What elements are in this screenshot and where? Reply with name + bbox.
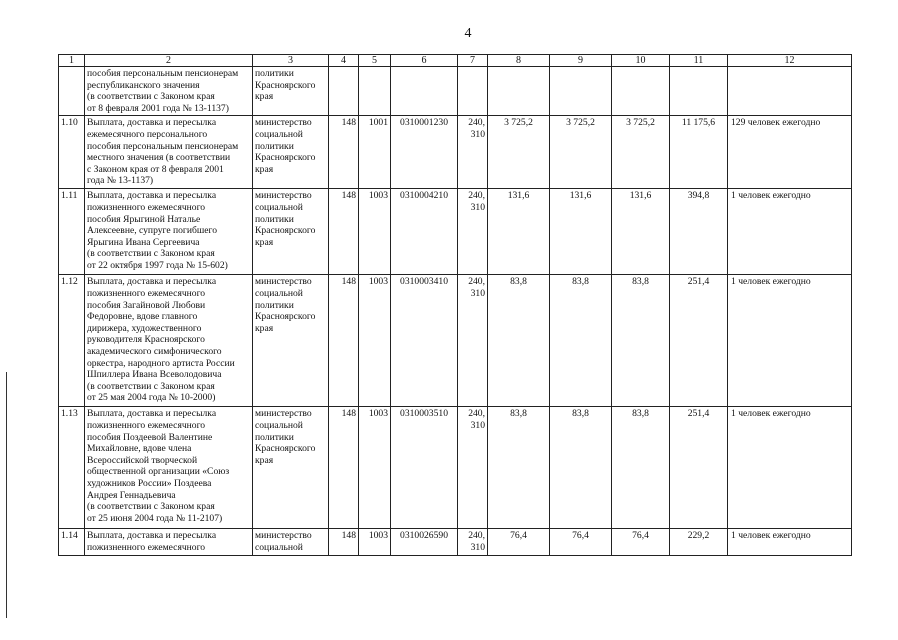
cell-col8 bbox=[488, 67, 550, 116]
cell-col5: 1001 bbox=[359, 116, 391, 189]
table-row bbox=[59, 529, 852, 555]
column-header: 1 bbox=[59, 55, 85, 67]
cell-col5: 1003 bbox=[359, 275, 391, 407]
cell-col12 bbox=[728, 67, 852, 116]
row-number: 1.10 bbox=[59, 116, 85, 189]
cell-col10 bbox=[612, 67, 670, 116]
cell-col4: 148 bbox=[329, 407, 359, 529]
cell-col8: 83,8 bbox=[488, 275, 550, 407]
responsible-ministry: министерство социальной политики Красноярского края bbox=[253, 189, 329, 275]
cell-col7 bbox=[458, 67, 488, 116]
margin-rule bbox=[6, 372, 7, 618]
table-row bbox=[59, 67, 852, 116]
cell-col7: 240, 310 bbox=[458, 407, 488, 529]
cell-col9: 83,8 bbox=[550, 275, 612, 407]
column-header: 6 bbox=[391, 55, 458, 67]
cell-col9 bbox=[550, 67, 612, 116]
responsible-ministry: политики Красноярского края bbox=[253, 67, 329, 116]
cell-col7: 240, 310 bbox=[458, 275, 488, 407]
measure-name: Выплата, доставка и пересылка пожизненного ежемесячного пособия Загайновой Любови Федоровне, вдове главного дирижера, художественного руководителя Красноярского академического симфонического оркестра, народного артиста России Шпиллера Ивана Всеволодовича (в соответствии с Законом края от 25 мая 2004 года № 10-2000) bbox=[85, 275, 253, 407]
row-number: 1.14 bbox=[59, 529, 85, 555]
column-header: 10 bbox=[612, 55, 670, 67]
measure-name: Выплата, доставка и пересылка ежемесячного персонального пособия персональным пенсионерам местного значения (в соответствии с Законом края от 8 февраля 2001 года № 13-1137) bbox=[85, 116, 253, 189]
row-number: 1.11 bbox=[59, 189, 85, 275]
column-header: 8 bbox=[488, 55, 550, 67]
cell-col10: 3 725,2 bbox=[612, 116, 670, 189]
cell-col4 bbox=[329, 67, 359, 116]
column-header: 5 bbox=[359, 55, 391, 67]
column-header: 12 bbox=[728, 55, 852, 67]
cell-col8: 76,4 bbox=[488, 529, 550, 555]
cell-col12: 1 человек ежегодно bbox=[728, 275, 852, 407]
cell-col11: 251,4 bbox=[670, 275, 728, 407]
cell-col10: 131,6 bbox=[612, 189, 670, 275]
responsible-ministry: министерство социальной bbox=[253, 529, 329, 555]
responsible-ministry: министерство социальной политики Красноярского края bbox=[253, 116, 329, 189]
cell-col6: 0310001230 bbox=[391, 116, 458, 189]
cell-col10: 76,4 bbox=[612, 529, 670, 555]
cell-col5: 1003 bbox=[359, 189, 391, 275]
cell-col12: 1 человек ежегодно bbox=[728, 189, 852, 275]
table-row bbox=[59, 407, 852, 529]
cell-col11: 251,4 bbox=[670, 407, 728, 529]
column-header: 9 bbox=[550, 55, 612, 67]
cell-col5: 1003 bbox=[359, 529, 391, 555]
table-row bbox=[59, 189, 852, 275]
column-header: 4 bbox=[329, 55, 359, 67]
cell-col9: 83,8 bbox=[550, 407, 612, 529]
budget-table bbox=[58, 54, 852, 556]
cell-col7: 240, 310 bbox=[458, 529, 488, 555]
cell-col6: 0310003510 bbox=[391, 407, 458, 529]
cell-col4: 148 bbox=[329, 275, 359, 407]
table-header-row bbox=[59, 55, 852, 67]
cell-col11 bbox=[670, 67, 728, 116]
cell-col4: 148 bbox=[329, 189, 359, 275]
cell-col9: 76,4 bbox=[550, 529, 612, 555]
cell-col9: 3 725,2 bbox=[550, 116, 612, 189]
cell-col11: 229,2 bbox=[670, 529, 728, 555]
table-body bbox=[59, 55, 852, 556]
cell-col7: 240, 310 bbox=[458, 189, 488, 275]
cell-col8: 83,8 bbox=[488, 407, 550, 529]
cell-col11: 394,8 bbox=[670, 189, 728, 275]
cell-col4: 148 bbox=[329, 116, 359, 189]
cell-col12: 1 человек ежегодно bbox=[728, 529, 852, 555]
measure-name: Выплата, доставка и пересылка пожизненного ежемесячного bbox=[85, 529, 253, 555]
table-row bbox=[59, 116, 852, 189]
cell-col5: 1003 bbox=[359, 407, 391, 529]
cell-col8: 3 725,2 bbox=[488, 116, 550, 189]
responsible-ministry: министерство социальной политики Красноярского края bbox=[253, 407, 329, 529]
column-header: 3 bbox=[253, 55, 329, 67]
responsible-ministry: министерство социальной политики Красноярского края bbox=[253, 275, 329, 407]
cell-col6 bbox=[391, 67, 458, 116]
cell-col11: 11 175,6 bbox=[670, 116, 728, 189]
page-number: 4 bbox=[464, 26, 472, 41]
cell-col6: 0310003410 bbox=[391, 275, 458, 407]
cell-col6: 0310026590 bbox=[391, 529, 458, 555]
measure-name: Выплата, доставка и пересылка пожизненного ежемесячного пособия Ярыгиной Наталье Алексеевне, супруге погибшего Ярыгина Ивана Сергеевича (в соответствии с Законом края от 22 октября 1997 года № 15-602) bbox=[85, 189, 253, 275]
measure-name: пособия персональным пенсионерам республиканского значения (в соответствии с Законом края от 8 февраля 2001 года № 13-1137) bbox=[85, 67, 253, 116]
cell-col5 bbox=[359, 67, 391, 116]
column-header: 7 bbox=[458, 55, 488, 67]
table-row bbox=[59, 275, 852, 407]
row-number: 1.13 bbox=[59, 407, 85, 529]
cell-col4: 148 bbox=[329, 529, 359, 555]
cell-col12: 1 человек ежегодно bbox=[728, 407, 852, 529]
cell-col12: 129 человек ежегодно bbox=[728, 116, 852, 189]
measure-name: Выплата, доставка и пересылка пожизненного ежемесячного пособия Поздеевой Валентине Михайловне, вдове члена Всероссийской творческой общественной организации «Союз художников России» Поздеева Андрея Геннадьевича (в соответствии с Законом края от 25 июня 2004 года № 11-2107) bbox=[85, 407, 253, 529]
column-header: 2 bbox=[85, 55, 253, 67]
cell-col8: 131,6 bbox=[488, 189, 550, 275]
cell-col7: 240, 310 bbox=[458, 116, 488, 189]
cell-col10: 83,8 bbox=[612, 407, 670, 529]
row-number: 1.12 bbox=[59, 275, 85, 407]
row-number bbox=[59, 67, 85, 116]
cell-col9: 131,6 bbox=[550, 189, 612, 275]
cell-col10: 83,8 bbox=[612, 275, 670, 407]
column-header: 11 bbox=[670, 55, 728, 67]
cell-col6: 0310004210 bbox=[391, 189, 458, 275]
